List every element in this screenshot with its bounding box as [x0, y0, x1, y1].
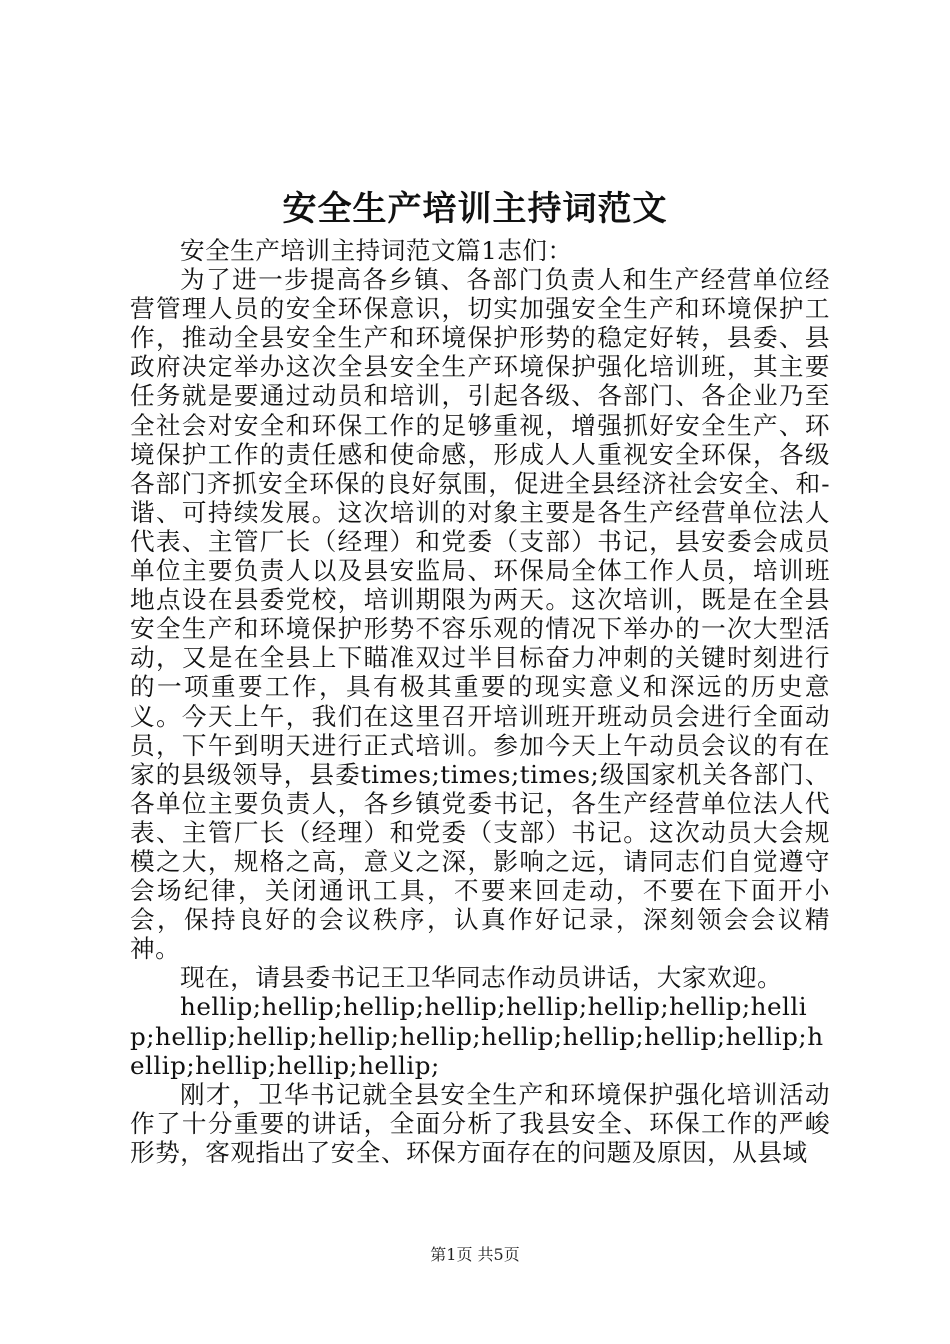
paragraph-greeting: 安全生产培训主持词范文篇1志们： [180, 236, 573, 265]
document-body [130, 236, 830, 1167]
paragraph-summary: 刚才，卫华书记就全县安全生产和环境保护强化培训活动作了十分重要的讲话，全面分析了我县安全、环保工作的严峻形势，客观指出了安全、环保方面存在的问题及原因，从县域 [130, 1079, 830, 1167]
page-number-indicator: 第1页 共5页 [430, 1245, 520, 1264]
document-title: 安全生产培训主持词范文 [282, 189, 668, 229]
paragraph-ellipsis: hellip;hellip;hellip;hellip;hellip;hellip;hellip;hellip;hellip;hellip;hellip;hellip;hellip;hellip;hellip;hellip;hellip;hellip;hellip;hellip; [130, 992, 824, 1080]
paragraph-invitation: 现在，请县委书记王卫华同志作动员讲话，大家欢迎。 [180, 963, 783, 993]
paragraph-main: 为了进一步提高各乡镇、各部门负责人和生产经营单位经营管理人员的安全环保意识，切实加强安全生产和环境保护工作，推动全县安全生产和环境保护形势的稳定好转，县委、县政府决定举办这次全县安全生产环境保护强化培训班，其主要任务就是要通过动员和培训，引起各级、各部门、各企业乃至全社会对安全和环保工作的足够重视，增强抓好安全生产、环境保护工作的责任感和使命感，形成人人重视安全环保，各级各部门齐抓安全环保的良好氛围，促进全县经济社会安全、和-谐、可持续发展。这次培训的对象主要是各生产经营单位法人代表、主管厂长（经理）和党委（支部）书记，县安委会成员单位主要负责人以及县安监局、环保局全体工作人员，培训班地点设在县委党校，培训期限为两天。这次培训，既是在全县安全生产和环境保护形势不容乐观的情况下举办的一次大型活动，又是在全县上下瞄准双过半目标奋力冲刺的关键时刻进行的一项重要工作，具有极其重要的现实意义和深远的历史意义。今天上午，我们在这里召开培训班开班动员会进行全面动员，下午到明天进行正式培训。参加今天上午动员会议的有在家的县级领导，县委times;times;times;级国家机关各部门、各单位主要负责人，各乡镇党委书记，各生产经营单位法人代表、主管厂长（经理）和党委（支部）书记。这次动员大会规模之大，规格之高，意义之深，影响之远，请同志们自觉遵守会场纪律，关闭通讯工具，不要来回走动，不要在下面开小会，保持良好的会议秩序，认真作好记录，深刻领会会议精神。 [130, 265, 830, 964]
